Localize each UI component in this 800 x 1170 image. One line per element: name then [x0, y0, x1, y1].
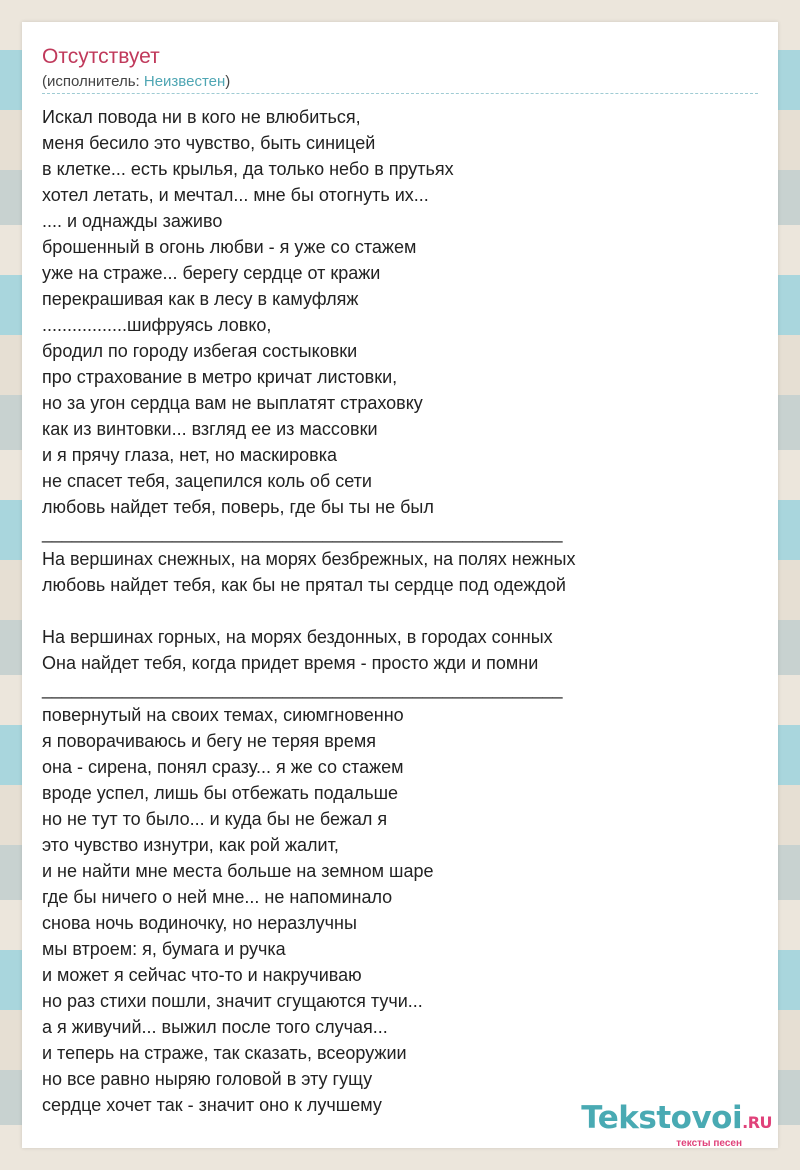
lyric-line: ____________________________________________________: [42, 679, 563, 699]
site-watermark: [581, 1102, 772, 1149]
lyric-line: Она найдет тебя, когда придет время - просто жди и помни: [42, 653, 539, 673]
lyric-line: брошенный в огонь любви - я уже со стажем: [42, 237, 417, 257]
lyric-line: уже на страже... берегу сердце от кражи: [42, 263, 381, 283]
lyric-line: сердце хочет так - значит оно к лучшему: [42, 1095, 382, 1115]
lyric-line: но раз стихи пошли, значит сгущаются тучи...: [42, 991, 423, 1011]
lyric-line: любовь найдет тебя, как бы не прятал ты сердце под одеждой: [42, 575, 566, 595]
lyric-line: как из винтовки... взгляд ее из массовки: [42, 419, 378, 439]
lyric-line: а я живучий... выжил после того случая...: [42, 1017, 388, 1037]
artist-line: [42, 72, 230, 92]
lyrics-text: [42, 104, 762, 1118]
lyric-line: она - сирена, понял сразу... я же со стажем: [42, 757, 404, 777]
lyric-line: и может я сейчас что-то и накручиваю: [42, 965, 362, 985]
lyric-line: повернутый на своих темах, сиюмгновенно: [42, 705, 404, 725]
lyric-line: где бы ничего о ней мне... не напоминало: [42, 887, 393, 907]
watermark-domain: .RU: [742, 1113, 772, 1132]
lyric-line: .... и однажды заживо: [42, 211, 223, 231]
lyric-line: про страхование в метро кричат листовки,: [42, 367, 398, 387]
lyric-line: но все равно ныряю головой в эту гущу: [42, 1069, 373, 1089]
lyric-line: и не найти мне места больше на земном шаре: [42, 861, 434, 881]
lyric-line: Искал повода ни в кого не влюбиться,: [42, 107, 361, 127]
lyric-line: но за угон сердца вам не выплатят страховку: [42, 393, 423, 413]
lyric-line: На вершинах горных, на морях бездонных, в городах сонных: [42, 627, 553, 647]
artist-suffix: ): [225, 73, 231, 90]
lyric-line: любовь найдет тебя, поверь, где бы ты не был: [42, 497, 434, 517]
lyric-line: снова ночь водиночку, но неразлучны: [42, 913, 357, 933]
watermark-tagline: тексты песен: [676, 1138, 742, 1149]
lyric-line: это чувство изнутри, как рой жалит,: [42, 835, 339, 855]
lyric-line: вроде успел, лишь бы отбежать подальше: [42, 783, 399, 803]
lyric-line: и теперь на страже, так сказать, всеоружии: [42, 1043, 407, 1063]
lyrics-card: [22, 22, 778, 1148]
lyric-line: мы втроем: я, бумага и ручка: [42, 939, 286, 959]
lyric-line: и я прячу глаза, нет, но маскировка: [42, 445, 337, 465]
lyric-line: меня бесило это чувство, быть синицей: [42, 133, 376, 153]
watermark-logo: [581, 1102, 772, 1139]
artist-prefix: (исполнитель:: [42, 73, 144, 90]
artist-link[interactable]: Неизвестен: [143, 73, 226, 90]
lyric-line: но не тут то было... и куда бы не бежал я: [42, 809, 388, 829]
lyric-line: ____________________________________________________: [42, 523, 563, 543]
lyric-line: бродил по городу избегая состыковки: [42, 341, 358, 361]
lyric-line: [42, 598, 762, 624]
lyric-line: в клетке... есть крылья, да только небо в прутьях: [42, 159, 454, 179]
lyric-line: хотел летать, и мечтал... мне бы отогнуть их...: [42, 185, 429, 205]
lyric-line: .................шифруясь ловко,: [42, 315, 272, 335]
lyric-line: я поворачиваюсь и бегу не теряя время: [42, 731, 376, 751]
song-title: Отсутствует: [42, 45, 160, 68]
lyric-line: На вершинах снежных, на морях безбрежных, на полях нежных: [42, 549, 576, 569]
header-divider: [42, 93, 758, 94]
lyric-line: перекрашивая как в лесу в камуфляж: [42, 289, 359, 309]
lyric-line: не спасет тебя, зацепился коль об сети: [42, 471, 372, 491]
watermark-brand: Tekstovoi: [581, 1100, 743, 1136]
